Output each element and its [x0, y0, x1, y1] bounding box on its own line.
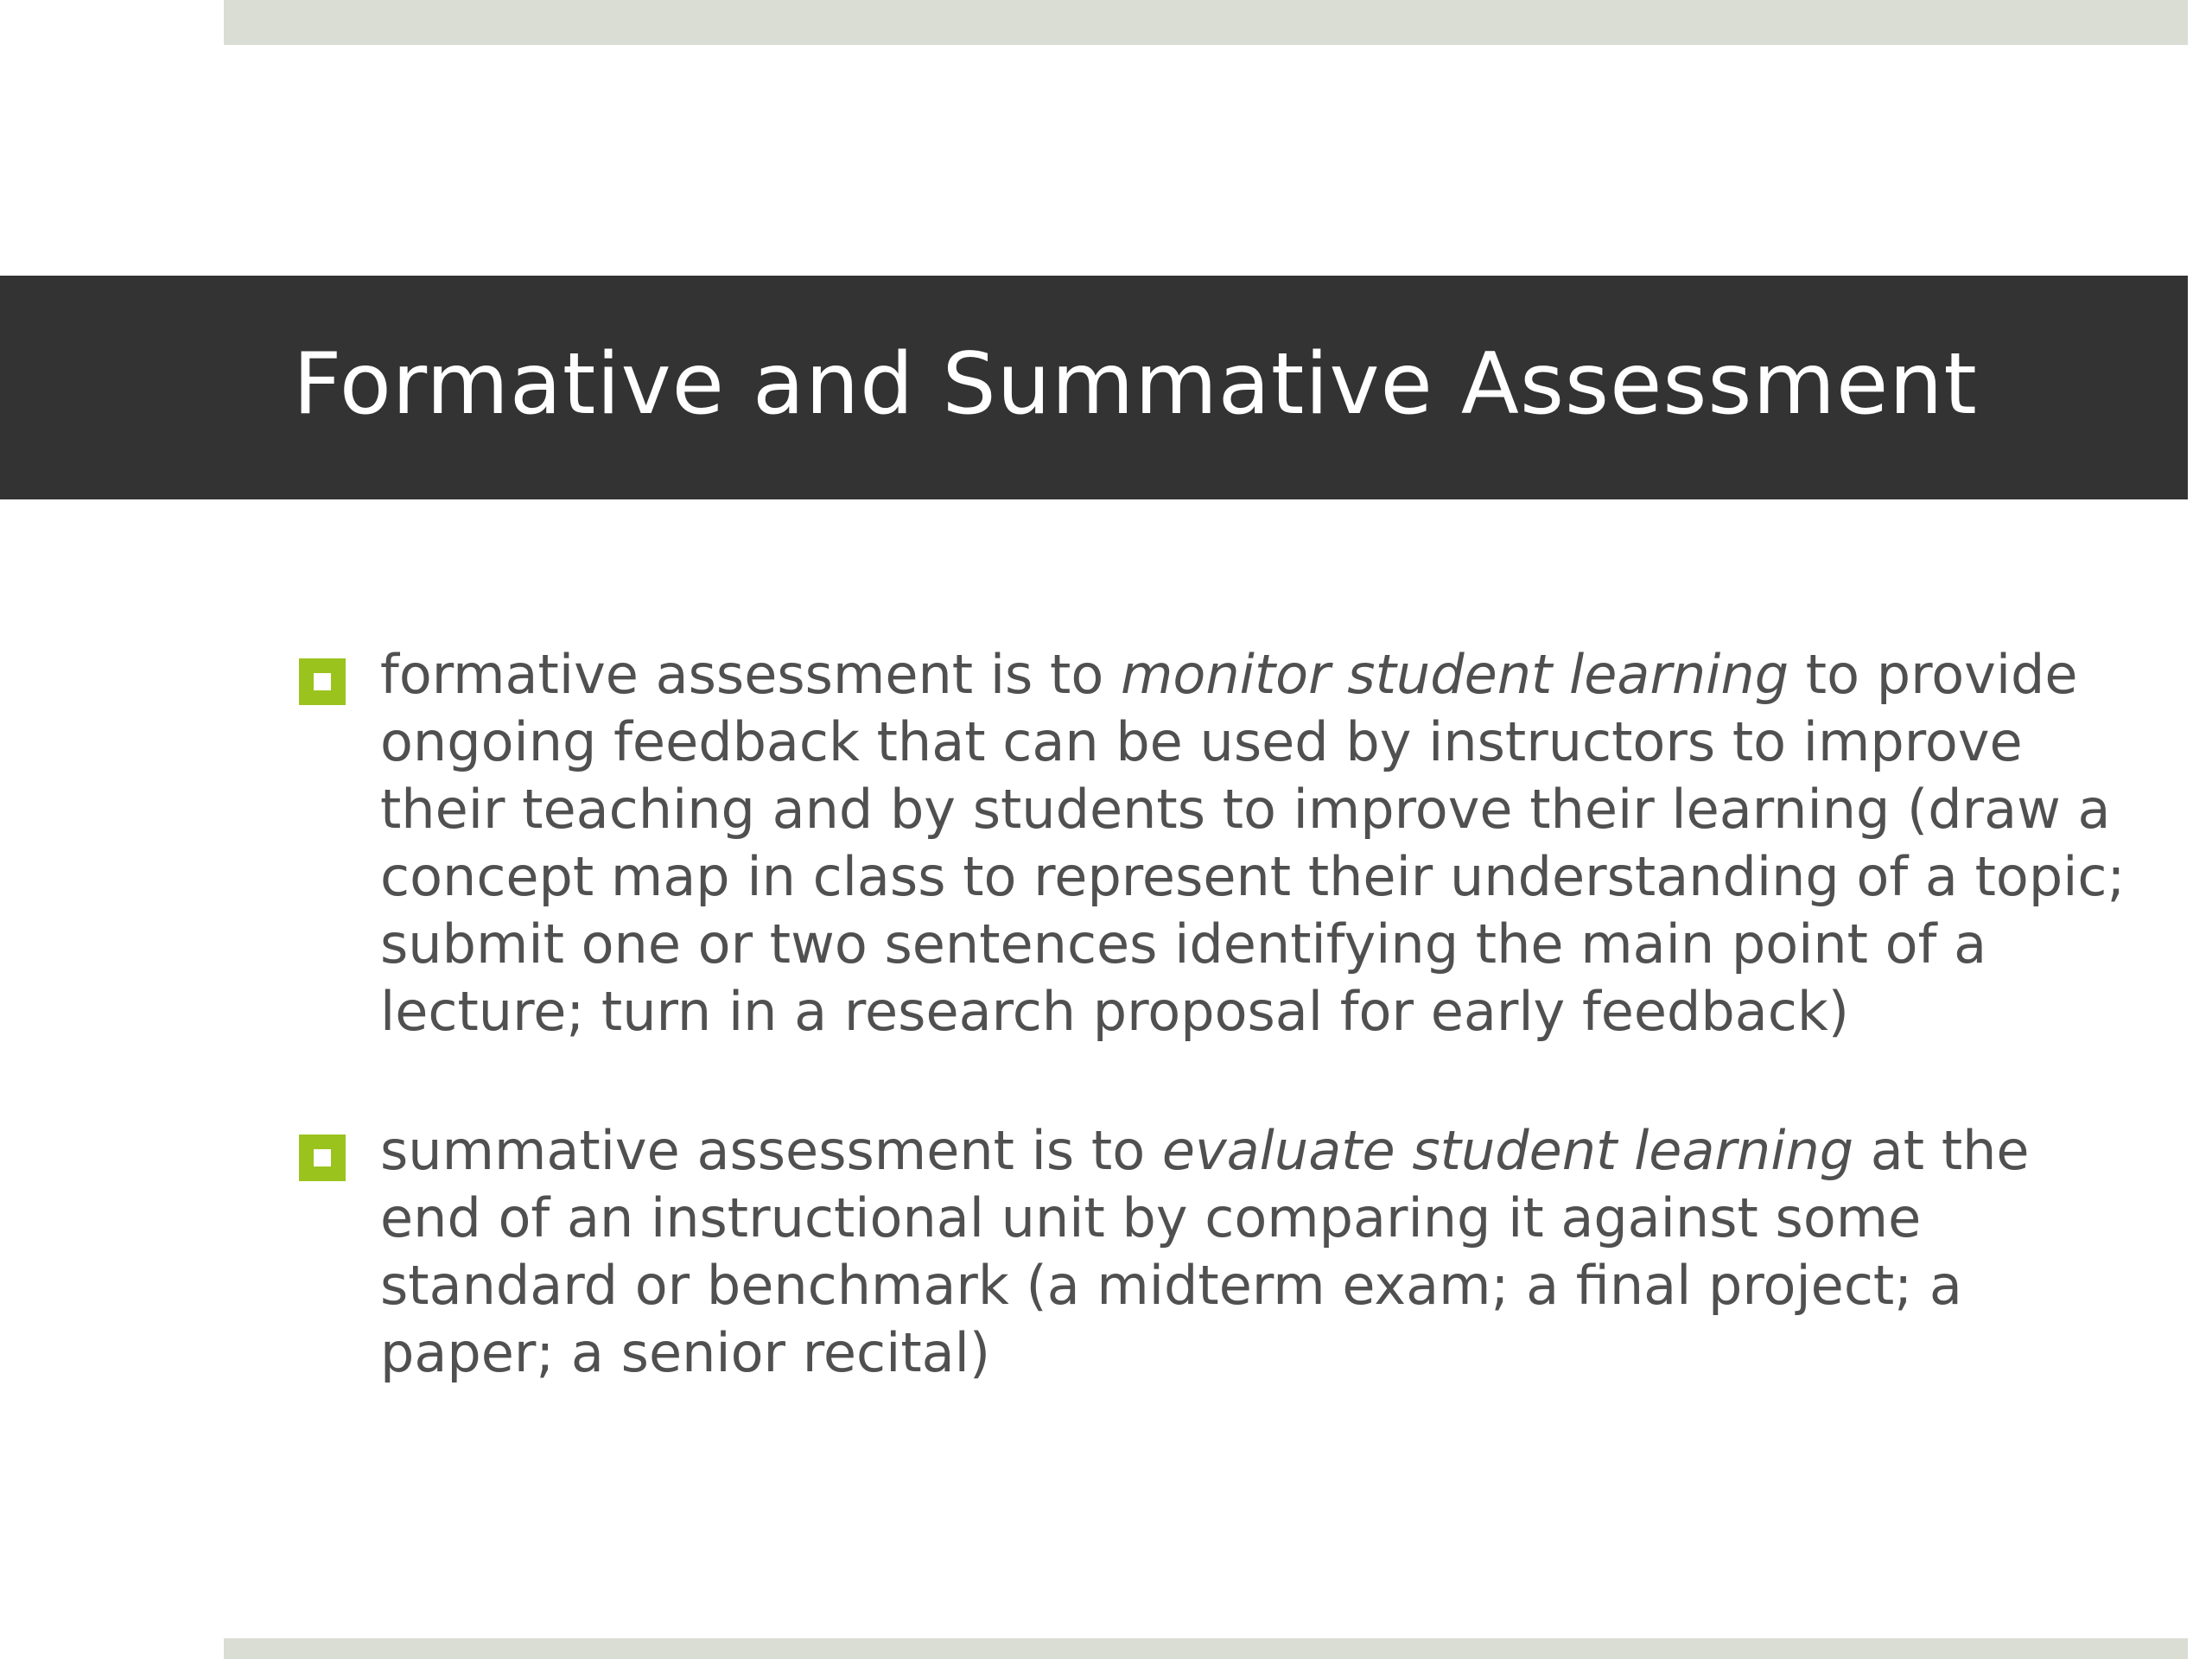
bullet-formative-text [380, 641, 2131, 1046]
bullet-formative-emphasis: monitor student learning [1121, 643, 1789, 706]
bottom-decorative-bar [224, 1638, 2188, 1659]
bullet-summative-text [380, 1117, 2131, 1387]
top-decorative-bar [224, 0, 2188, 45]
bullet-formative-lead: formative assessment is to [380, 643, 1122, 706]
bullet-summative-rest: at the end of an instructional unit by comparing it against some standard or benchmark (a midterm exam; a final project; a paper; a senior recital) [380, 1119, 2030, 1384]
hollow-square-bullet-icon [299, 658, 346, 705]
bullet-list [299, 641, 2131, 1387]
bullet-summative [299, 1117, 2131, 1387]
bullet-formative [299, 641, 2131, 1046]
bullet-summative-lead: summative assessment is to [380, 1119, 1162, 1182]
hollow-square-bullet-icon [299, 1135, 346, 1181]
bullet-summative-emphasis: evaluate student learning [1161, 1119, 1854, 1182]
bullet-formative-rest: to provide ongoing feedback that can be used by instructors to improve their teaching and by students to improve their learning (draw a concept map in class to represent their understanding of a topic; submit one or two sentences identifying the main point of a lecture; turn in a research proposal for early feedback) [380, 643, 2126, 1043]
slide-title: Formative and Summative Assessment [293, 335, 1978, 434]
